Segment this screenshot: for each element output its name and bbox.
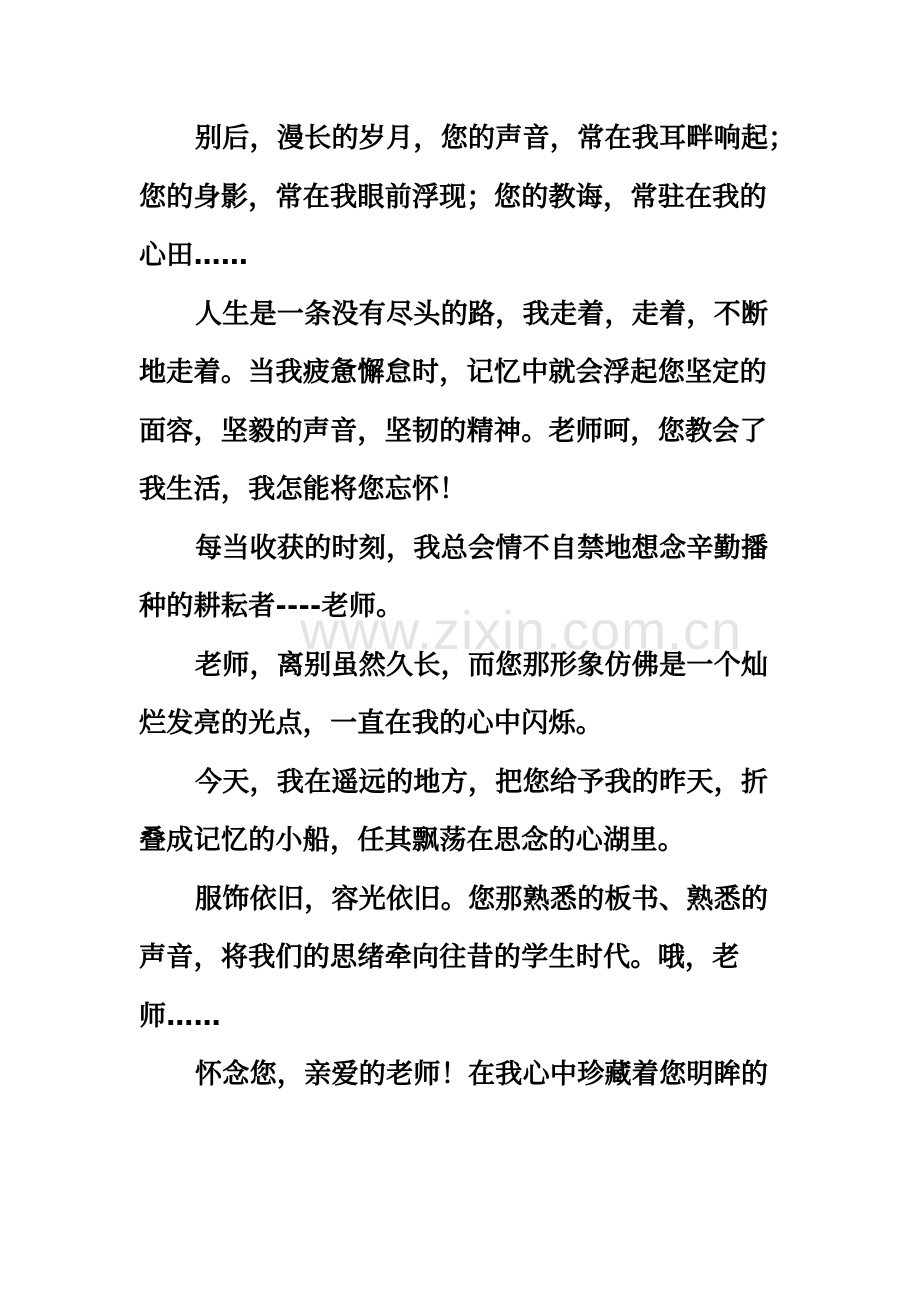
text-line: 师……	[139, 1000, 221, 1032]
text-line: 服饰依旧，容光依旧。您那熟悉的板书、熟悉的	[195, 883, 769, 915]
text-line: 人生是一条没有尽头的路，我走着，走着，不断	[195, 298, 769, 330]
text-line: 每当收获的时刻，我总会情不自禁地想念辛勤播	[195, 532, 769, 564]
text-line: 烂发亮的光点，一直在我的心中闪烁。	[139, 708, 604, 739]
text-line: 老师，离别虽然久长，而您那形象仿佛是一个灿	[195, 649, 769, 681]
text-line: 地走着。当我疲惫懈怠时，记忆中就会浮起您坚定的	[139, 357, 767, 388]
text-line: 面容，坚毅的声音，坚韧的精神。老师呵，您教会了	[139, 415, 767, 447]
text-line: 声音，将我们的思绪牵向往昔的学生时代。哦，老	[139, 942, 740, 973]
watermark-text: www.zixin.com.cn	[300, 601, 743, 661]
text-line: 今天，我在遥远的地方，把您给予我的昨天，折	[195, 766, 769, 798]
text-line: 叠成记忆的小船，任其飘荡在思念的心湖里。	[139, 825, 685, 856]
text-line: 心田……	[139, 240, 249, 271]
document-body	[139, 110, 796, 1105]
text-line: 我生活，我怎能将您忘怀！	[139, 474, 467, 505]
text-line: 您的身影，常在我眼前浮现；您的教诲，常驻在我的	[139, 181, 767, 213]
text-line: 别后，漫长的岁月，您的声音，常在我耳畔响起；	[195, 123, 796, 154]
text-line: 种的耕耘者----老师。	[139, 591, 404, 622]
text-line: 怀念您，亲爱的老师！在我心中珍藏着您明眸的	[195, 1059, 769, 1090]
